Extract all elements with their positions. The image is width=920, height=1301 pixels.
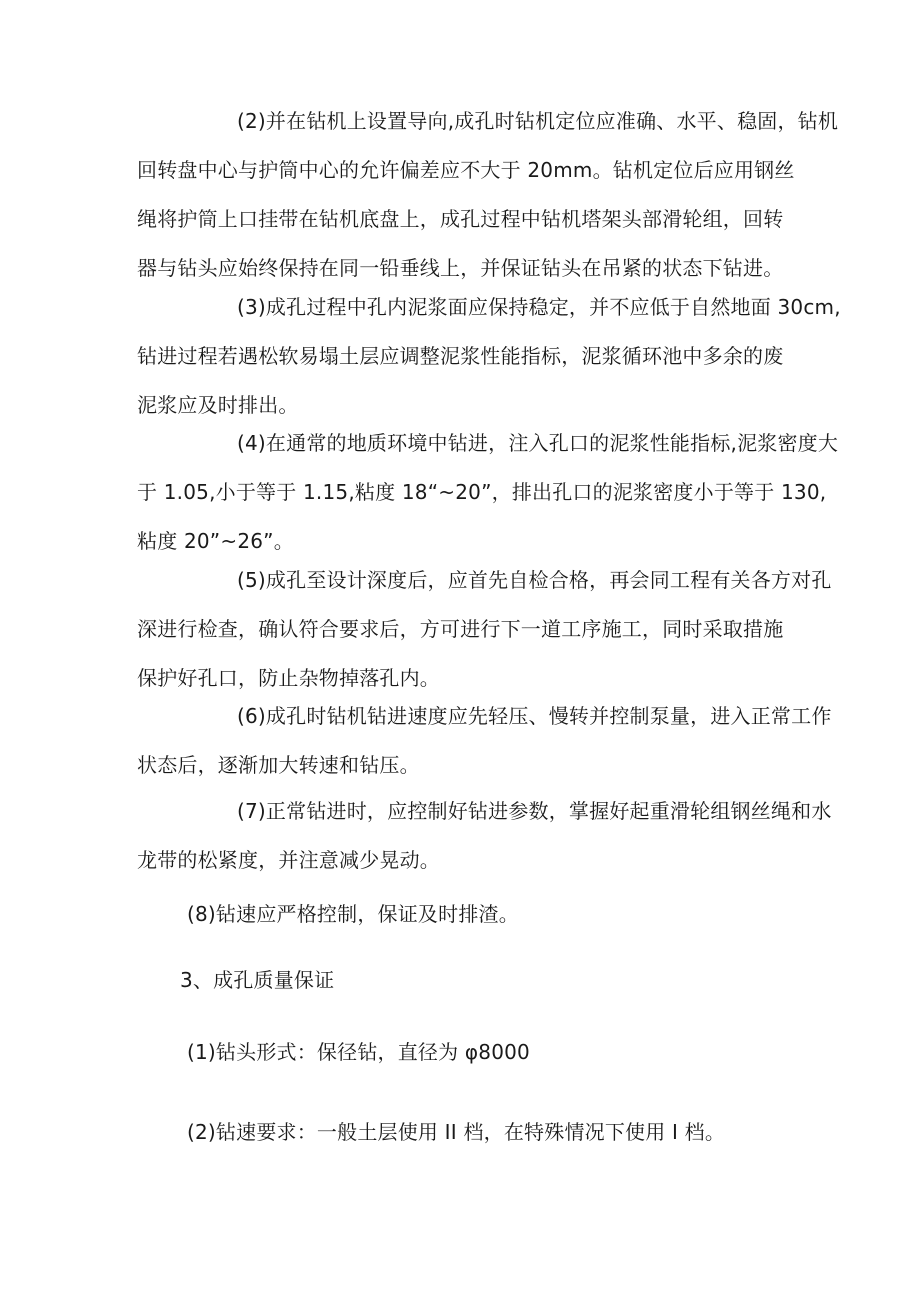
paragraph-3 — [137, 283, 841, 430]
paragraph-line: 于 1.05,小于等于 1.15,粘度 18“~20”，排出孔口的泥浆密度小于等于 130, — [137, 480, 827, 504]
paragraph-4 — [137, 419, 839, 566]
section-item-2: (2)钻速要求：一般土层使用 II 档，在特殊情况下使用 I 档。 — [187, 1120, 726, 1144]
paragraph-line: 深进行检查，确认符合要求后，方可进行下一道工序施工，同时采取措施 — [137, 617, 784, 641]
paragraph-8: (8)钻速应严格控制，保证及时排渣。 — [187, 902, 519, 926]
paragraph-line: (3)成孔过程中孔内泥浆面应保持稳定，并不应低于自然地面 30cm, — [237, 295, 841, 319]
paragraph-line: 状态后，逐渐加大转速和钻压。 — [137, 753, 420, 777]
paragraph-5 — [137, 556, 832, 703]
paragraph-line: (7)正常钻进时，应控制好钻进参数，掌握好起重滑轮组钢丝绳和水 — [237, 799, 832, 823]
paragraph-line: 粘度 20”~26”。 — [137, 529, 294, 553]
section-item-1: (1)钻头形式：保径钻，直径为 φ8000 — [187, 1040, 530, 1064]
paragraph-line: 龙带的松紧度，并注意减少晃动。 — [137, 848, 440, 872]
section-heading: 3、成孔质量保证 — [180, 968, 335, 992]
paragraph-line: 回转盘中心与护筒中心的允许偏差应不大于 20mm。钻机定位后应用钢丝 — [137, 158, 795, 182]
paragraph-2 — [137, 97, 839, 293]
paragraph-7 — [137, 787, 832, 885]
paragraph-line: 器与钻头应始终保持在同一铅垂线上，并保证钻头在吊紧的状态下钻进。 — [137, 256, 784, 280]
paragraph-line: (2)并在钻机上设置导向,成孔时钻机定位应准确、水平、稳固，钻机 — [237, 109, 839, 133]
paragraph-line: 保护好孔口，防止杂物掉落孔内。 — [137, 666, 440, 690]
paragraph-line: (5)成孔至设计深度后，应首先自检合格，再会同工程有关各方对孔 — [237, 568, 832, 592]
paragraph-line: (6)成孔时钻机钻进速度应先轻压、慢转并控制泵量，进入正常工作 — [237, 704, 832, 728]
paragraph-line: 绳将护筒上口挂带在钻机底盘上，成孔过程中钻机塔架头部滑轮组，回转 — [137, 207, 784, 231]
paragraph-6 — [137, 692, 832, 790]
paragraph-line: 钻进过程若遇松软易塌土层应调整泥浆性能指标，泥浆循环池中多余的废 — [137, 344, 784, 368]
paragraph-line: (4)在通常的地质环境中钻进，注入孔口的泥浆性能指标,泥浆密度大 — [237, 431, 839, 455]
paragraph-line: 泥浆应及时排出。 — [137, 393, 299, 417]
